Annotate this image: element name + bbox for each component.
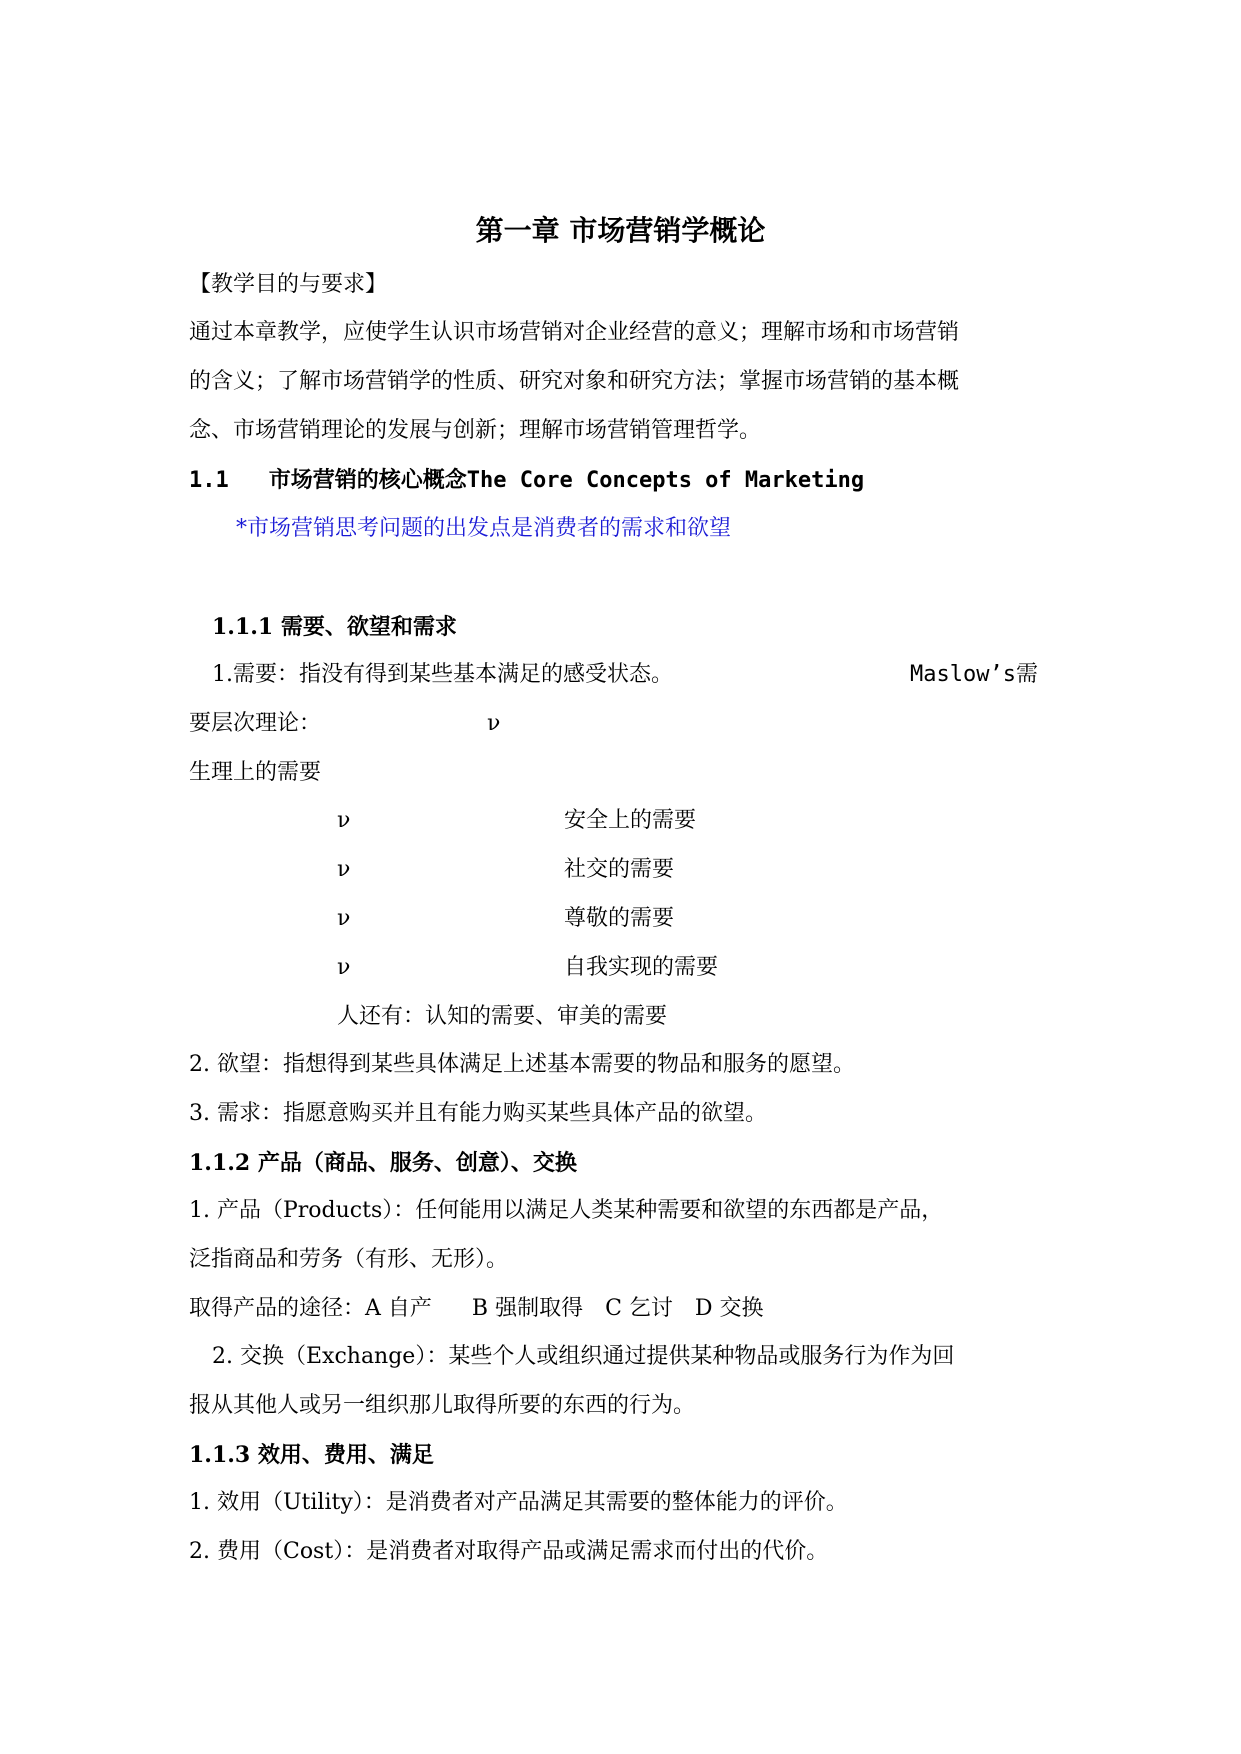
exchange-definition-line-1: 2. 交换（Exchange）：某些个人或组织通过提供某种物品或服务行为作为回 <box>212 1344 955 1369</box>
utility-definition: 1. 效用（Utility）：是消费者对产品满足其需要的整体能力的评价。 <box>189 1490 848 1515</box>
product-ways <box>189 1294 764 1324</box>
bullet-mark-2: ν <box>337 857 351 882</box>
objectives-line-3: 念、市场营销理论的发展与创新；理解市场营销管理哲学。 <box>189 418 762 443</box>
product-way-a: A 自产 <box>365 1296 432 1321</box>
chapter-title: 第一章 市场营销学概论 <box>475 214 766 247</box>
want-definition: 2. 欲望：指想得到某些具体满足上述基本需要的物品和服务的愿望。 <box>189 1052 855 1077</box>
exchange-definition-line-2: 报从其他人或另一组织那儿取得所要的东西的行为。 <box>189 1393 696 1418</box>
maslow-suffix: 需 <box>1015 662 1038 687</box>
need-item-self-actualization: 自我实现的需要 <box>564 955 719 980</box>
maslow-name: Maslow’s <box>910 662 1016 687</box>
objectives-line-1: 通过本章教学，应使学生认识市场营销对企业经营的意义；理解市场和市场营销 <box>189 320 960 345</box>
section-1-1-note: *市场营销思考问题的出发点是消费者的需求和欲望 <box>236 516 732 541</box>
objectives-heading: 【教学目的与要求】 <box>189 272 388 297</box>
product-way-c: C 乞讨 <box>605 1296 673 1321</box>
first-need: 生理上的需要 <box>189 760 322 785</box>
section-1-1-1-heading: 1.1.1 需要、欲望和需求 <box>212 614 457 640</box>
other-needs: 人还有：认知的需要、审美的需要 <box>337 1004 668 1029</box>
bullet-mark-1: ν <box>337 808 351 833</box>
objectives-line-2: 的含义；了解市场营销学的性质、研究对象和研究方法；掌握市场营销的基本概 <box>189 369 960 394</box>
section-1-1-title-en: The Core Concepts of Marketing <box>466 468 865 493</box>
section-1-1-title: 市场营销的核心概念 <box>268 467 467 493</box>
bullet-mark-0: ν <box>487 711 501 736</box>
need-item-esteem: 尊敬的需要 <box>564 906 675 931</box>
need-definition: 1.需要：指没有得到某些基本满足的感受状态。 <box>212 662 673 687</box>
product-definition-line-1: 1. 产品（Products）：任何能用以满足人类某种需要和欲望的东西都是产品， <box>189 1198 944 1223</box>
bullet-mark-3: ν <box>337 906 351 931</box>
product-definition-line-2: 泛指商品和劳务（有形、无形）。 <box>189 1247 509 1272</box>
bullet-mark-4: ν <box>337 955 351 980</box>
maslow-line-2: 要层次理论： <box>189 711 322 736</box>
section-1-1-3-heading: 1.1.3 效用、费用、满足 <box>189 1442 434 1468</box>
product-way-b: B 强制取得 <box>471 1296 584 1321</box>
section-1-1-heading <box>189 465 864 496</box>
product-ways-label: 取得产品的途径： <box>189 1296 366 1321</box>
demand-definition: 3. 需求：指愿意购买并且有能力购买某些具体产品的欲望。 <box>189 1101 767 1126</box>
product-way-d: D 交换 <box>694 1296 764 1321</box>
maslow-reference <box>910 660 1038 690</box>
cost-definition: 2. 费用（Cost）：是消费者对取得产品或满足需求而付出的代价。 <box>189 1539 829 1564</box>
need-item-safety: 安全上的需要 <box>564 808 697 833</box>
need-item-social: 社交的需要 <box>564 857 675 882</box>
section-1-1-2-heading: 1.1.2 产品（商品、服务、创意）、交换 <box>189 1150 577 1176</box>
section-1-1-number: 1.1 <box>189 468 229 493</box>
